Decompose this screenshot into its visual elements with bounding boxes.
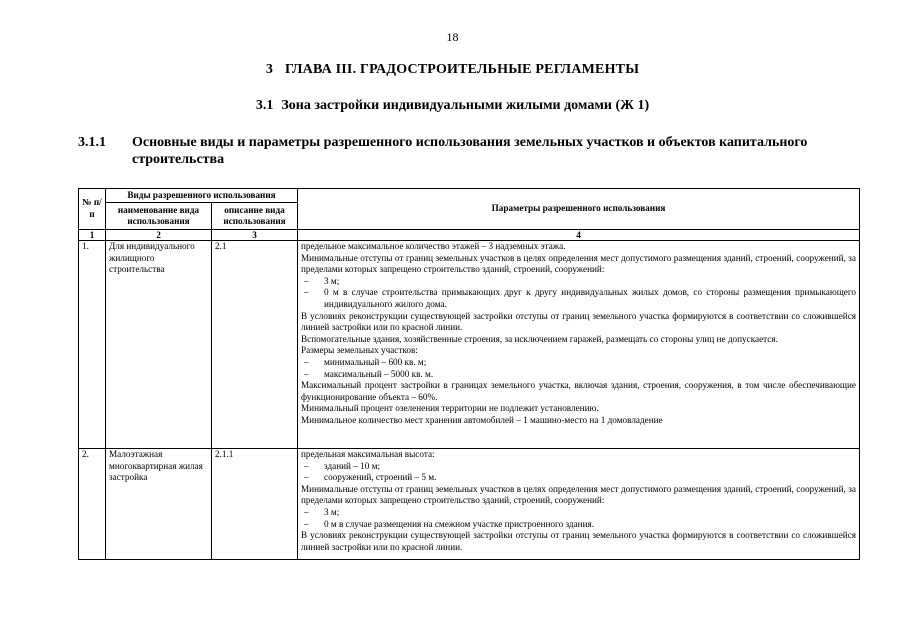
row-params [298,241,860,449]
table-row [79,241,860,449]
header-kinds-group: Виды разрешенного использования [106,189,298,203]
param-paragraph: Минимальное количество мест хранения автомобилей – 1 машино-место на 1 домовладение [301,414,663,425]
param-bullet: – минимальный – 600 кв. м; [301,357,856,369]
row-kind-name: Малоэтажная многоквартирная жилая застройка [106,449,212,560]
param-paragraph: В условиях реконструкции существующей застройки отступы от границ земельного участка формируются в соответствии со сложившейся линией застройки или по красной линии. [301,530,856,552]
param-bullet: – 0 м в случае строительства примыкающих друг к другу индивидуальных жилых домов, со стороны размещения примыкающего индивидуального жилого дома. [301,287,856,310]
row-kind-name: Для индивидуального жилищного строительства [106,241,212,449]
header-kind-name: наименование вида использования [106,203,212,230]
column-number: 3 [212,230,298,241]
row-number: 1. [79,241,106,449]
subsection-heading [78,134,868,168]
param-bullet: – 3 м; [301,276,856,288]
column-number-row [79,230,860,241]
param-paragraph: Минимальный процент озеленения территории не подлежит установлению. [301,403,599,414]
row-kind-code: 2.1.1 [212,449,298,560]
table-row [79,449,860,560]
column-number: 1 [79,230,106,241]
param-bullet: – 0 м в случае размещения на смежном участке пристроенного здания. [301,519,856,531]
header-params: Параметры разрешенного использования [298,189,860,230]
row-kind-code: 2.1 [212,241,298,449]
param-paragraph: Размеры земельных участков: [301,345,418,356]
chapter-heading [0,62,905,78]
param-paragraph: Минимальные отступы от границ земельных участков в целях определения мест допустимого размещения зданий, строений, сооружений, за пределами которых запрещено строительство зданий, строений, сооружений: [301,483,856,506]
section-number: 3.1 [255,98,274,113]
row-number: 2. [79,449,106,560]
section-title: Зона застройки индивидуальными жилыми домами (Ж 1) [281,98,650,113]
param-paragraph: Вспомогательные здания, хозяйственные строения, за исключением гаражей, размещать со стороны улиц не допускается. [301,333,778,344]
column-number: 4 [298,230,860,241]
param-bullet: – максимальный – 5000 кв. м. [301,369,856,381]
header-num: № п/п [79,189,106,230]
chapter-title: ГЛАВА III. ГРАДОСТРОИТЕЛЬНЫЕ РЕГЛАМЕНТЫ [285,62,640,77]
regulations-table [78,188,860,560]
param-paragraph: В условиях реконструкции существующей застройки отступы от границ земельного участка формируются в соответствии со сложившейся линией застройки или по красной линии. [301,310,856,333]
param-bullet: – 3 м; [301,507,856,519]
column-number: 2 [106,230,212,241]
param-bullet: – сооружений, строений – 5 м. [301,472,856,484]
chapter-number: 3 [265,62,274,77]
subsection-title: Основные виды и параметры разрешенного использования земельных участков и объектов капитального строительства [132,135,808,167]
param-paragraph: предельное максимальное количество этажей – 3 надземных этажа. [301,241,566,251]
param-paragraph: предельная максимальная высота: [301,449,435,459]
param-paragraph: Максимальный процент застройки в границах земельного участка, включая здания, строения, сооружения, в том числе обеспечивающие функционирование объекта – 60%. [301,380,856,402]
table-header-row [79,189,860,203]
header-kind-desc: описание вида использования [212,203,298,230]
page-number: 18 [446,30,459,44]
row-params [298,449,860,560]
param-paragraph: Минимальные отступы от границ земельных участков в целях определения мест допустимого размещения зданий, строений, сооружений, за пределами которых запрещено строительство зданий, строений, сооружений: [301,252,856,275]
subsection-number: 3.1.1 [78,135,106,150]
param-bullet: – зданий – 10 м; [301,461,856,473]
section-heading [0,98,905,114]
